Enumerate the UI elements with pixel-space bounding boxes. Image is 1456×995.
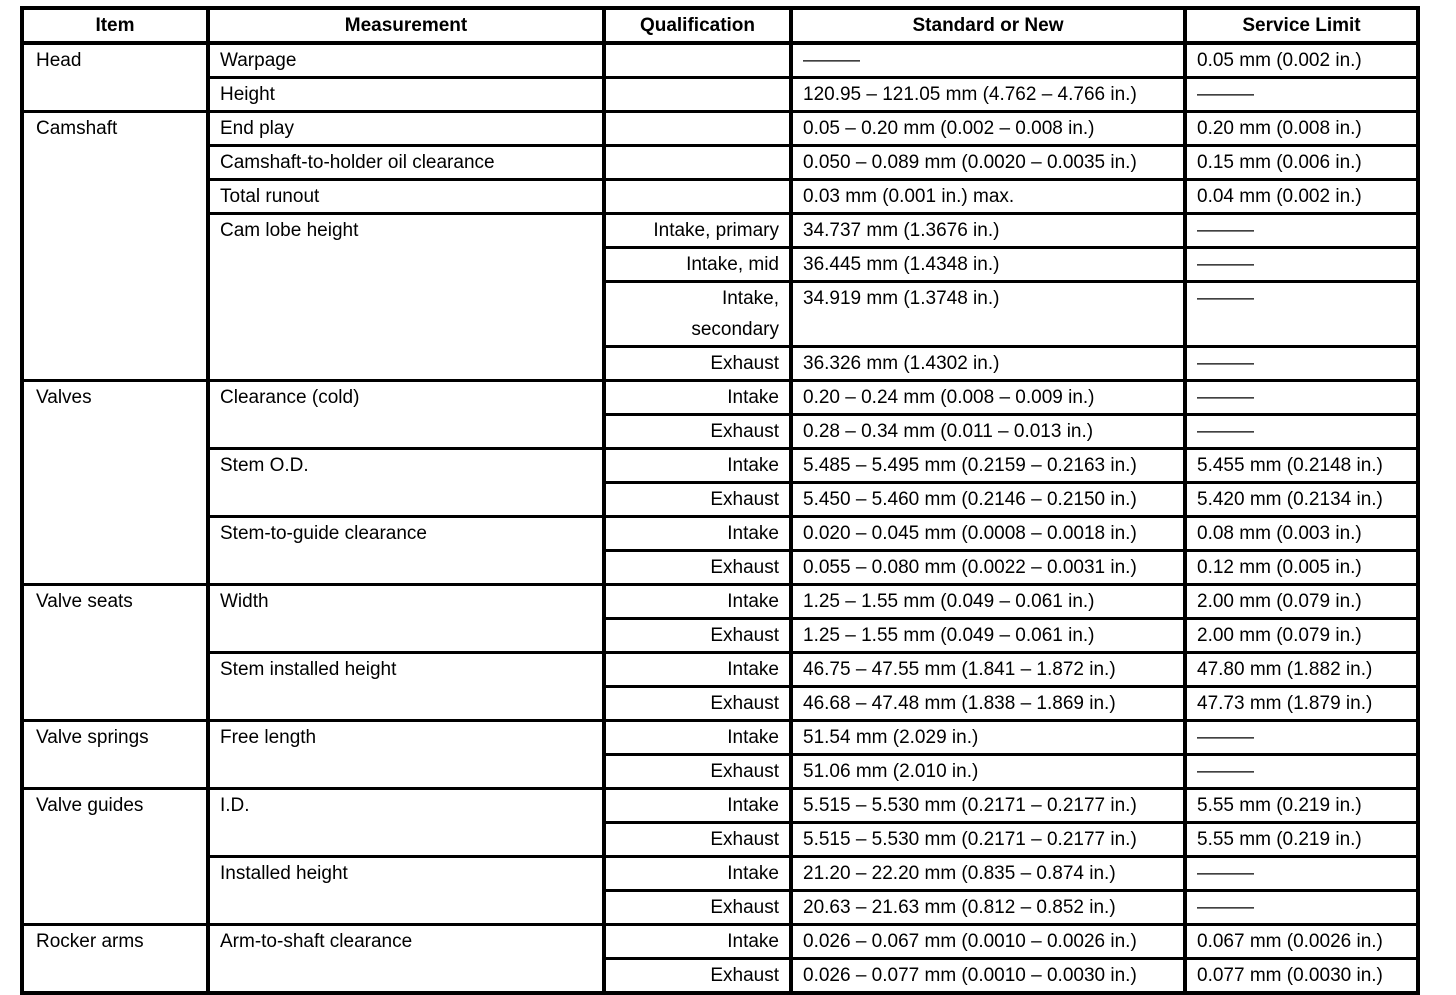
standard-cell: 36.326 mm (1.4302 in.) xyxy=(791,347,1185,381)
qualification-cell: Exhaust xyxy=(604,483,791,517)
standard-cell: 46.75 – 47.55 mm (1.841 – 1.872 in.) xyxy=(791,653,1185,687)
qualification-cell xyxy=(604,78,791,112)
service-limit-cell: 0.12 mm (0.005 in.) xyxy=(1185,551,1418,585)
header-service-limit: Service Limit xyxy=(1185,8,1418,43)
service-limit-cell: 0.067 mm (0.0026 in.) xyxy=(1185,925,1418,959)
measurement-cell: Stem O.D. xyxy=(208,449,604,517)
item-cell: Valve seats xyxy=(22,585,208,721)
measurement-cell: Warpage xyxy=(208,43,604,78)
table-row xyxy=(22,721,1418,755)
measurement-cell: Height xyxy=(208,78,604,112)
standard-cell: 36.445 mm (1.4348 in.) xyxy=(791,248,1185,282)
standard-cell: 0.050 – 0.089 mm (0.0020 – 0.0035 in.) xyxy=(791,146,1185,180)
measurement-cell: Installed height xyxy=(208,857,604,925)
qualification-cell: Exhaust xyxy=(604,823,791,857)
service-limit-cell: 0.15 mm (0.006 in.) xyxy=(1185,146,1418,180)
standard-cell: 5.450 – 5.460 mm (0.2146 – 0.2150 in.) xyxy=(791,483,1185,517)
service-limit-cell: ——— xyxy=(1185,248,1418,282)
measurement-cell: Free length xyxy=(208,721,604,789)
table-row xyxy=(22,146,1418,180)
qualification-cell: Intake xyxy=(604,381,791,415)
qualification-cell: Intake xyxy=(604,585,791,619)
standard-cell: 0.20 – 0.24 mm (0.008 – 0.009 in.) xyxy=(791,381,1185,415)
table-row xyxy=(22,585,1418,619)
qualification-cell: Intake xyxy=(604,653,791,687)
specification-table xyxy=(20,6,1420,995)
qualification-cell: Exhaust xyxy=(604,959,791,994)
table-row xyxy=(22,517,1418,551)
service-limit-cell: 0.05 mm (0.002 in.) xyxy=(1185,43,1418,78)
standard-cell: 34.737 mm (1.3676 in.) xyxy=(791,214,1185,248)
standard-cell: 51.54 mm (2.029 in.) xyxy=(791,721,1185,755)
qualification-cell: Intake xyxy=(604,517,791,551)
table-row xyxy=(22,449,1418,483)
service-limit-cell: ——— xyxy=(1185,214,1418,248)
table-row xyxy=(22,180,1418,214)
item-cell: Valve guides xyxy=(22,789,208,925)
measurement-cell: I.D. xyxy=(208,789,604,857)
table-row xyxy=(22,43,1418,78)
service-limit-cell: 5.420 mm (0.2134 in.) xyxy=(1185,483,1418,517)
item-cell: Rocker arms xyxy=(22,925,208,994)
standard-cell: 0.055 – 0.080 mm (0.0022 – 0.0031 in.) xyxy=(791,551,1185,585)
table-row xyxy=(22,78,1418,112)
service-limit-cell: 0.04 mm (0.002 in.) xyxy=(1185,180,1418,214)
measurement-cell: End play xyxy=(208,112,604,146)
qualification-cell: Intake xyxy=(604,789,791,823)
standard-cell: 51.06 mm (2.010 in.) xyxy=(791,755,1185,789)
service-limit-cell: ——— xyxy=(1185,415,1418,449)
measurement-cell: Arm-to-shaft clearance xyxy=(208,925,604,994)
qualification-cell: Exhaust xyxy=(604,415,791,449)
service-limit-cell: ——— xyxy=(1185,347,1418,381)
qualification-cell: Intake xyxy=(604,857,791,891)
service-limit-cell: ——— xyxy=(1185,78,1418,112)
standard-cell: 1.25 – 1.55 mm (0.049 – 0.061 in.) xyxy=(791,619,1185,653)
qualification-cell xyxy=(604,43,791,78)
qualification-cell: Exhaust xyxy=(604,619,791,653)
standard-cell: 1.25 – 1.55 mm (0.049 – 0.061 in.) xyxy=(791,585,1185,619)
service-limit-cell: ——— xyxy=(1185,721,1418,755)
standard-cell: 0.020 – 0.045 mm (0.0008 – 0.0018 in.) xyxy=(791,517,1185,551)
service-limit-cell: ——— xyxy=(1185,381,1418,415)
service-limit-cell: ——— xyxy=(1185,755,1418,789)
measurement-cell: Clearance (cold) xyxy=(208,381,604,449)
item-cell: Camshaft xyxy=(22,112,208,381)
standard-cell: 5.515 – 5.530 mm (0.2171 – 0.2177 in.) xyxy=(791,823,1185,857)
table-row xyxy=(22,214,1418,248)
service-limit-cell: ——— xyxy=(1185,282,1418,347)
measurement-cell: Camshaft-to-holder oil clearance xyxy=(208,146,604,180)
qualification-cell: Exhaust xyxy=(604,347,791,381)
service-limit-cell: 2.00 mm (0.079 in.) xyxy=(1185,619,1418,653)
header-row xyxy=(22,8,1418,43)
qualification-cell: Intake xyxy=(604,925,791,959)
qualification-cell xyxy=(604,112,791,146)
qualification-cell: Exhaust xyxy=(604,891,791,925)
standard-cell: 0.03 mm (0.001 in.) max. xyxy=(791,180,1185,214)
table-row xyxy=(22,789,1418,823)
standard-cell: 0.026 – 0.077 mm (0.0010 – 0.0030 in.) xyxy=(791,959,1185,994)
standard-cell: 0.026 – 0.067 mm (0.0010 – 0.0026 in.) xyxy=(791,925,1185,959)
standard-cell: ——— xyxy=(791,43,1185,78)
service-limit-cell: 2.00 mm (0.079 in.) xyxy=(1185,585,1418,619)
service-limit-cell: 5.455 mm (0.2148 in.) xyxy=(1185,449,1418,483)
qualification-cell: Exhaust xyxy=(604,755,791,789)
standard-cell: 21.20 – 22.20 mm (0.835 – 0.874 in.) xyxy=(791,857,1185,891)
service-limit-cell: 0.20 mm (0.008 in.) xyxy=(1185,112,1418,146)
item-cell: Valves xyxy=(22,381,208,585)
standard-cell: 46.68 – 47.48 mm (1.838 – 1.869 in.) xyxy=(791,687,1185,721)
qualification-cell: Exhaust xyxy=(604,687,791,721)
qualification-cell: Intake xyxy=(604,721,791,755)
service-limit-cell: ——— xyxy=(1185,857,1418,891)
measurement-cell: Cam lobe height xyxy=(208,214,604,381)
service-limit-cell: 0.08 mm (0.003 in.) xyxy=(1185,517,1418,551)
service-limit-cell: 5.55 mm (0.219 in.) xyxy=(1185,789,1418,823)
standard-cell: 20.63 – 21.63 mm (0.812 – 0.852 in.) xyxy=(791,891,1185,925)
item-cell: Head xyxy=(22,43,208,112)
standard-cell: 5.515 – 5.530 mm (0.2171 – 0.2177 in.) xyxy=(791,789,1185,823)
table-row xyxy=(22,653,1418,687)
standard-cell: 0.28 – 0.34 mm (0.011 – 0.013 in.) xyxy=(791,415,1185,449)
header-item: Item xyxy=(22,8,208,43)
service-limit-cell: 47.73 mm (1.879 in.) xyxy=(1185,687,1418,721)
qualification-cell: Intake, primary xyxy=(604,214,791,248)
qualification-cell xyxy=(604,180,791,214)
header-standard: Standard or New xyxy=(791,8,1185,43)
table-row xyxy=(22,925,1418,959)
table-row xyxy=(22,381,1418,415)
qualification-cell: Intake, mid xyxy=(604,248,791,282)
measurement-cell: Stem-to-guide clearance xyxy=(208,517,604,585)
standard-cell: 5.485 – 5.495 mm (0.2159 – 0.2163 in.) xyxy=(791,449,1185,483)
qualification-cell xyxy=(604,146,791,180)
service-limit-cell: 5.55 mm (0.219 in.) xyxy=(1185,823,1418,857)
table-row xyxy=(22,112,1418,146)
standard-cell: 120.95 – 121.05 mm (4.762 – 4.766 in.) xyxy=(791,78,1185,112)
qualification-cell: Exhaust xyxy=(604,551,791,585)
item-cell: Valve springs xyxy=(22,721,208,789)
measurement-cell: Total runout xyxy=(208,180,604,214)
service-limit-cell: ——— xyxy=(1185,891,1418,925)
measurement-cell: Stem installed height xyxy=(208,653,604,721)
header-measurement: Measurement xyxy=(208,8,604,43)
table-body xyxy=(22,43,1418,993)
table-row xyxy=(22,857,1418,891)
service-limit-cell: 0.077 mm (0.0030 in.) xyxy=(1185,959,1418,994)
service-limit-cell: 47.80 mm (1.882 in.) xyxy=(1185,653,1418,687)
measurement-cell: Width xyxy=(208,585,604,653)
header-qualification: Qualification xyxy=(604,8,791,43)
qualification-cell: Intake, secondary xyxy=(604,282,791,347)
standard-cell: 34.919 mm (1.3748 in.) xyxy=(791,282,1185,347)
standard-cell: 0.05 – 0.20 mm (0.002 – 0.008 in.) xyxy=(791,112,1185,146)
qualification-cell: Intake xyxy=(604,449,791,483)
